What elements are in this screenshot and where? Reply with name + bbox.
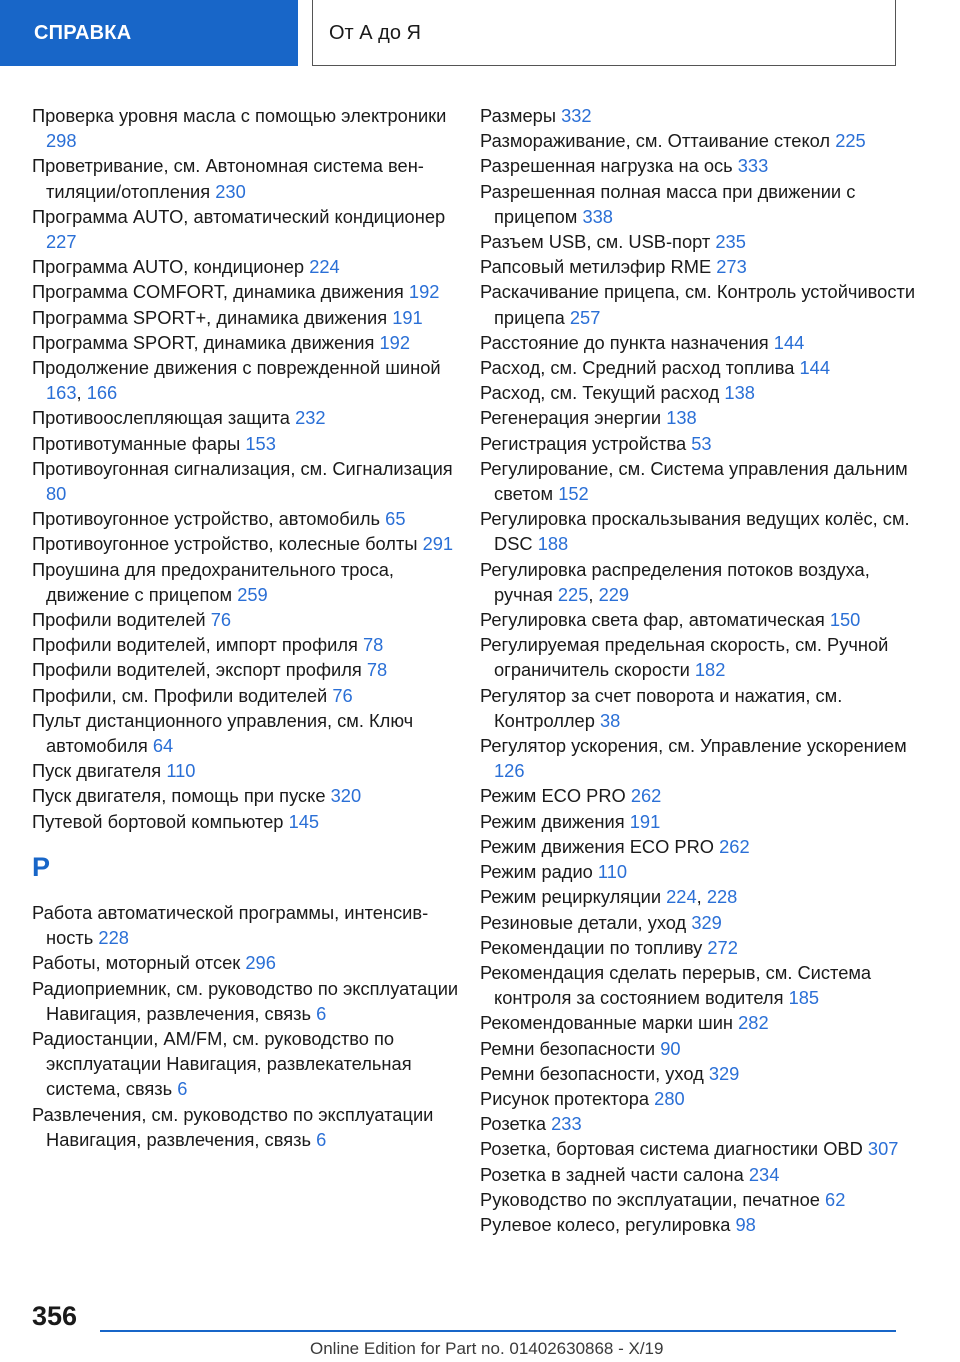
index-entry-text: Продолжение движения с поврежденной шиной xyxy=(32,357,441,379)
index-entry xyxy=(480,431,920,456)
index-entry xyxy=(480,733,920,783)
index-entry: Регулировка распределения потоков воздуха, ручная 225, 229 xyxy=(480,558,870,605)
page-link[interactable]: 185 xyxy=(788,987,820,1009)
page-link[interactable]: 80 xyxy=(46,483,67,505)
index-entry-text: Программа COMFORT, динамика движения xyxy=(32,281,404,303)
index-entry-text: Розетка, бортовая система диагностики OBD xyxy=(480,1138,863,1160)
index-entry xyxy=(32,657,462,682)
page-link[interactable]: 153 xyxy=(245,432,276,454)
index-entry xyxy=(480,330,920,355)
index-entry-text: Программа AUTO, кондиционер xyxy=(32,256,305,278)
page-link[interactable]: 62 xyxy=(825,1188,846,1210)
page-link[interactable]: 228 xyxy=(706,886,738,908)
index-entry xyxy=(480,1036,920,1061)
page-link[interactable]: 307 xyxy=(867,1138,899,1160)
index-entry-text: Разъем USB, см. USB-порт xyxy=(480,231,711,253)
index-entry xyxy=(480,506,920,556)
page-link[interactable]: 191 xyxy=(629,810,661,832)
index-entry xyxy=(480,380,920,405)
index-entry-text: Профили, см. Профили водителей xyxy=(32,684,328,706)
page-link[interactable]: 192 xyxy=(408,281,440,303)
page-link[interactable]: 145 xyxy=(288,810,320,832)
index-entry xyxy=(32,783,462,808)
index-entry xyxy=(480,607,920,632)
index-entry-text: Резиновые детали, уход xyxy=(480,911,687,933)
page-link[interactable]: 163 xyxy=(46,382,77,404)
index-entry xyxy=(32,708,462,758)
index-entry-text: Противоослепляющая защита xyxy=(32,407,290,429)
index-entry xyxy=(32,254,462,279)
page-link[interactable]: 53 xyxy=(691,432,712,454)
index-entry-text: Регенерация энергии xyxy=(480,407,662,429)
page-link[interactable]: 298 xyxy=(46,130,77,152)
index-entry xyxy=(32,1026,462,1102)
index-entry xyxy=(480,1136,920,1161)
page-link[interactable]: 291 xyxy=(422,533,454,555)
index-entry xyxy=(32,153,462,203)
index-entry-text: Регулятор ускорения, см. Управление ускорением xyxy=(480,735,907,757)
index-entry xyxy=(32,103,462,153)
index-entry xyxy=(480,1162,920,1187)
index-entry-text: Регулировка распределения потоков воздуха, ручная xyxy=(480,558,870,605)
index-entry: Продолжение движения с поврежденной шиной 163, 166 xyxy=(32,357,441,404)
index-entry xyxy=(480,1212,920,1237)
index-entry-text: Регулятор за счет поворота и нажатия, см. Контроллер xyxy=(480,684,843,731)
index-entry-text: Рекомендованные марки шин xyxy=(480,1012,734,1034)
index-entry-text: Розетка xyxy=(480,1113,547,1135)
index-entry xyxy=(480,1061,920,1086)
index-entry xyxy=(32,330,462,355)
index-entry-text: Противотуманные фары xyxy=(32,432,241,454)
page-link[interactable]: 126 xyxy=(494,760,525,782)
page-link[interactable]: 320 xyxy=(330,785,362,807)
page-link[interactable]: 296 xyxy=(245,952,276,974)
index-entry-text: Радиоприемник, см. руководство по эксплуатации Навигация, развлечения, связь xyxy=(32,977,459,1024)
index-entry xyxy=(32,632,462,657)
index-entry-text: Режим радио xyxy=(480,861,593,883)
page-link[interactable]: 234 xyxy=(748,1163,780,1185)
index-entry xyxy=(32,900,462,950)
page-link[interactable]: 65 xyxy=(385,508,406,530)
index-entry-text: Противоугонное устройство, автомобиль xyxy=(32,508,381,530)
page-link[interactable]: 329 xyxy=(691,911,722,933)
index-entry xyxy=(32,456,462,506)
page-link[interactable]: 262 xyxy=(719,835,750,857)
index-entry-text: Профили водителей, экспорт профиля xyxy=(32,659,362,681)
index-entry xyxy=(32,758,462,783)
index-entry: Режим рециркуляции 224, 228 xyxy=(480,886,738,908)
index-entry-text: Проверка уровня масла с помощью электроники xyxy=(32,105,447,126)
index-entry-text: Регулирование, см. Система управления дальним светом xyxy=(480,457,908,505)
index-entry-text: Раскачивание прицепа, см. Контроль устойчивости прицепа xyxy=(480,281,916,328)
page-link[interactable]: 227 xyxy=(46,231,77,253)
index-entry xyxy=(32,531,462,556)
page-link[interactable]: 273 xyxy=(716,256,747,278)
index-entry xyxy=(480,809,920,834)
page-link[interactable]: 144 xyxy=(799,357,831,379)
page-link[interactable]: 329 xyxy=(708,1062,740,1084)
page-link[interactable]: 38 xyxy=(599,709,621,731)
page-link[interactable]: 232 xyxy=(295,407,326,429)
index-entry xyxy=(480,632,920,682)
section-tab[interactable]: СПРАВКА xyxy=(0,0,298,66)
index-entry-text: Рисунок протектора xyxy=(480,1087,650,1109)
index-entry-text: Рекомендации по топливу xyxy=(480,936,703,958)
index-entry-text: Ремни безопасности, уход xyxy=(480,1062,704,1084)
index-entry xyxy=(480,783,920,808)
index-entry-text: Руководство по эксплуатации, печатное xyxy=(480,1188,820,1210)
index-entry-text: Программа AUTO, автоматический кондиционер xyxy=(32,205,446,227)
index-entry-text: Размеры xyxy=(480,105,556,126)
index-entry-text: Регистрация устройства xyxy=(480,432,687,454)
index-entry xyxy=(32,204,462,254)
chapter-title: От А до Я xyxy=(312,0,896,66)
index-entry xyxy=(32,976,462,1026)
index-entry-text: Противоугонная сигнализация, см. Сигнализация xyxy=(32,457,453,479)
page-link[interactable]: 225 xyxy=(557,583,589,605)
index-entry-text: Расход, см. Средний расход топлива xyxy=(480,357,795,379)
index-entry-text: Рапсовый метилэфир RME xyxy=(480,256,712,278)
index-entry xyxy=(32,950,462,975)
index-entry-text: Пуск двигателя, помощь при пуске xyxy=(32,785,326,807)
page-link[interactable]: 78 xyxy=(366,659,388,681)
index-entry xyxy=(480,1086,920,1111)
index-entry-text: Программа SPORT+, динамика движения xyxy=(32,306,388,328)
index-entry-text: Размораживание, см. Оттаивание стекол xyxy=(480,130,831,152)
page-link[interactable]: 282 xyxy=(738,1012,769,1034)
index-entry-text: Режим рециркуляции xyxy=(480,886,662,908)
index-entry xyxy=(32,279,462,304)
page-link[interactable]: 229 xyxy=(598,583,630,605)
page-link[interactable]: 182 xyxy=(694,659,726,681)
index-entry-text: Разрешенная нагрузка на ось xyxy=(480,155,733,177)
page-link[interactable]: 262 xyxy=(630,785,662,807)
index-entry-text: Проушина для предохранительного троса, движение с прицепом xyxy=(32,558,394,605)
index-entry-text: Пульт дистанционного управления, см. Ключ автомобиля xyxy=(32,709,414,757)
index-entry-text: Работа автоматической программы, интенсивность xyxy=(32,901,429,949)
index-entry xyxy=(480,254,920,279)
page-link[interactable]: 333 xyxy=(737,155,769,177)
page-link[interactable]: 110 xyxy=(597,861,628,883)
page-link[interactable]: 64 xyxy=(152,735,174,757)
index-entry xyxy=(480,1187,920,1212)
index-entry xyxy=(480,910,920,935)
page-link[interactable]: 233 xyxy=(551,1113,582,1135)
page-link[interactable]: 6 xyxy=(316,1128,327,1150)
page-link[interactable]: 332 xyxy=(561,105,592,126)
index-entry xyxy=(32,557,462,607)
index-entry-text: Пуск двигателя xyxy=(32,760,162,782)
index-entry xyxy=(32,405,462,430)
index-entry-text: Развлечения, см. руководство по эксплуатации Навигация, развлечения, связь xyxy=(32,1103,434,1150)
index-entry xyxy=(480,859,920,884)
page-link[interactable]: 98 xyxy=(735,1213,756,1235)
page-link[interactable]: 138 xyxy=(724,382,755,404)
page-link[interactable]: 338 xyxy=(582,205,613,227)
index-entry-text: Разрешенная полная масса при движении с прицепом xyxy=(480,180,856,227)
page-link[interactable]: 225 xyxy=(835,130,866,152)
page-link[interactable]: 76 xyxy=(210,609,232,631)
index-entry-text: Расход, см. Текущий расход xyxy=(480,382,720,404)
index-entry xyxy=(480,355,920,380)
index-entry-text: Расстояние до пункта назначения xyxy=(480,331,769,353)
index-entry xyxy=(480,405,920,430)
page-link[interactable]: 191 xyxy=(392,306,423,328)
page-link[interactable]: 230 xyxy=(215,180,246,202)
page-link[interactable]: 188 xyxy=(537,533,569,555)
index-entry-text: Регулировка света фар, автоматическая xyxy=(480,609,825,631)
index-entry xyxy=(32,607,462,632)
page-number: 356 xyxy=(32,1301,78,1331)
index-entry-text: Проветривание, см. Автономная система вентиляции/отопления xyxy=(32,155,424,202)
index-entry xyxy=(480,179,920,229)
index-entry xyxy=(480,128,920,153)
index-entry xyxy=(480,935,920,960)
index-entry-text: Программа SPORT, динамика движения xyxy=(32,331,375,353)
page-link[interactable]: 152 xyxy=(558,483,589,505)
footer-divider xyxy=(100,1330,896,1332)
page-header xyxy=(0,0,960,66)
index-letter-heading: Р xyxy=(32,851,51,882)
index-entry-text: Профили водителей, импорт профиля xyxy=(32,634,358,656)
page-link[interactable]: 110 xyxy=(166,760,196,782)
page-link[interactable]: 90 xyxy=(660,1037,681,1059)
page-link[interactable]: 257 xyxy=(569,306,601,328)
page-link[interactable]: 235 xyxy=(715,231,746,253)
index-entry xyxy=(32,809,462,834)
page-link[interactable]: 138 xyxy=(666,407,697,429)
footer-edition: Online Edition for Part no. 01402630868 - X/19 xyxy=(310,1339,664,1358)
index-entry-text: Радиостанции, AM/FM, см. руководство по эксплуатации Навигация, развлекательная система, связь xyxy=(32,1027,412,1100)
index-entry xyxy=(480,834,920,859)
index-entry xyxy=(480,103,920,128)
index-column-right xyxy=(480,103,920,1237)
page-link[interactable]: 6 xyxy=(177,1078,188,1100)
index-entry xyxy=(480,279,920,329)
page-link[interactable]: 150 xyxy=(829,609,861,631)
index-entry xyxy=(32,683,462,708)
page-link[interactable]: 76 xyxy=(332,684,353,706)
index-entry-text: Рулевое колесо, регулировка xyxy=(480,1213,731,1235)
index-entry xyxy=(480,960,920,1010)
page-link[interactable]: 224 xyxy=(666,886,697,908)
index-entry xyxy=(480,153,920,178)
page-link[interactable]: 228 xyxy=(98,927,129,949)
index-entry-text: Путевой бортовой компьютер xyxy=(32,810,284,832)
page-link[interactable]: 224 xyxy=(309,256,340,278)
page-link[interactable]: 259 xyxy=(237,583,268,605)
index-entry xyxy=(32,1102,462,1152)
index-column-left xyxy=(32,103,462,1152)
index-entry xyxy=(32,431,462,456)
index-entry-text: Ремни безопасности xyxy=(480,1037,656,1059)
index-entry-text: Рекомендация сделать перерыв, см. Система контроля за состоянием водителя xyxy=(480,961,872,1009)
page-link[interactable]: 144 xyxy=(773,331,805,353)
index-entry xyxy=(480,1010,920,1035)
index-entry xyxy=(32,506,462,531)
page-link[interactable]: 6 xyxy=(316,1002,327,1024)
page-link[interactable]: 280 xyxy=(654,1087,685,1109)
index-entry xyxy=(32,305,462,330)
index-entry xyxy=(480,456,920,506)
page-link[interactable]: 192 xyxy=(379,331,411,353)
page-link[interactable]: 272 xyxy=(707,936,738,958)
index-entry xyxy=(480,683,920,733)
index-entry xyxy=(480,229,920,254)
index-entry-text: Режим движения ECO PRO xyxy=(480,835,715,857)
index-entry-text: Регулируемая предельная скорость, см. Ручной ограничитель скорости xyxy=(480,634,889,681)
index-entry-text: Регулировка проскальзывания ведущих колёс, см. DSC xyxy=(480,508,910,555)
page-link[interactable]: 166 xyxy=(86,382,118,404)
index-entry-text: Режим ECO PRO xyxy=(480,785,626,807)
index-entry-text: Работы, моторный отсек xyxy=(32,952,241,974)
index-entry-text: Противоугонное устройство, колесные болты xyxy=(32,533,418,555)
index-entry-text: Профили водителей xyxy=(32,609,206,631)
index-entry-text: Розетка в задней части салона xyxy=(480,1163,744,1185)
index-entry-text: Режим движения xyxy=(480,810,625,832)
page-link[interactable]: 78 xyxy=(362,634,384,656)
index-entry xyxy=(480,1111,920,1136)
